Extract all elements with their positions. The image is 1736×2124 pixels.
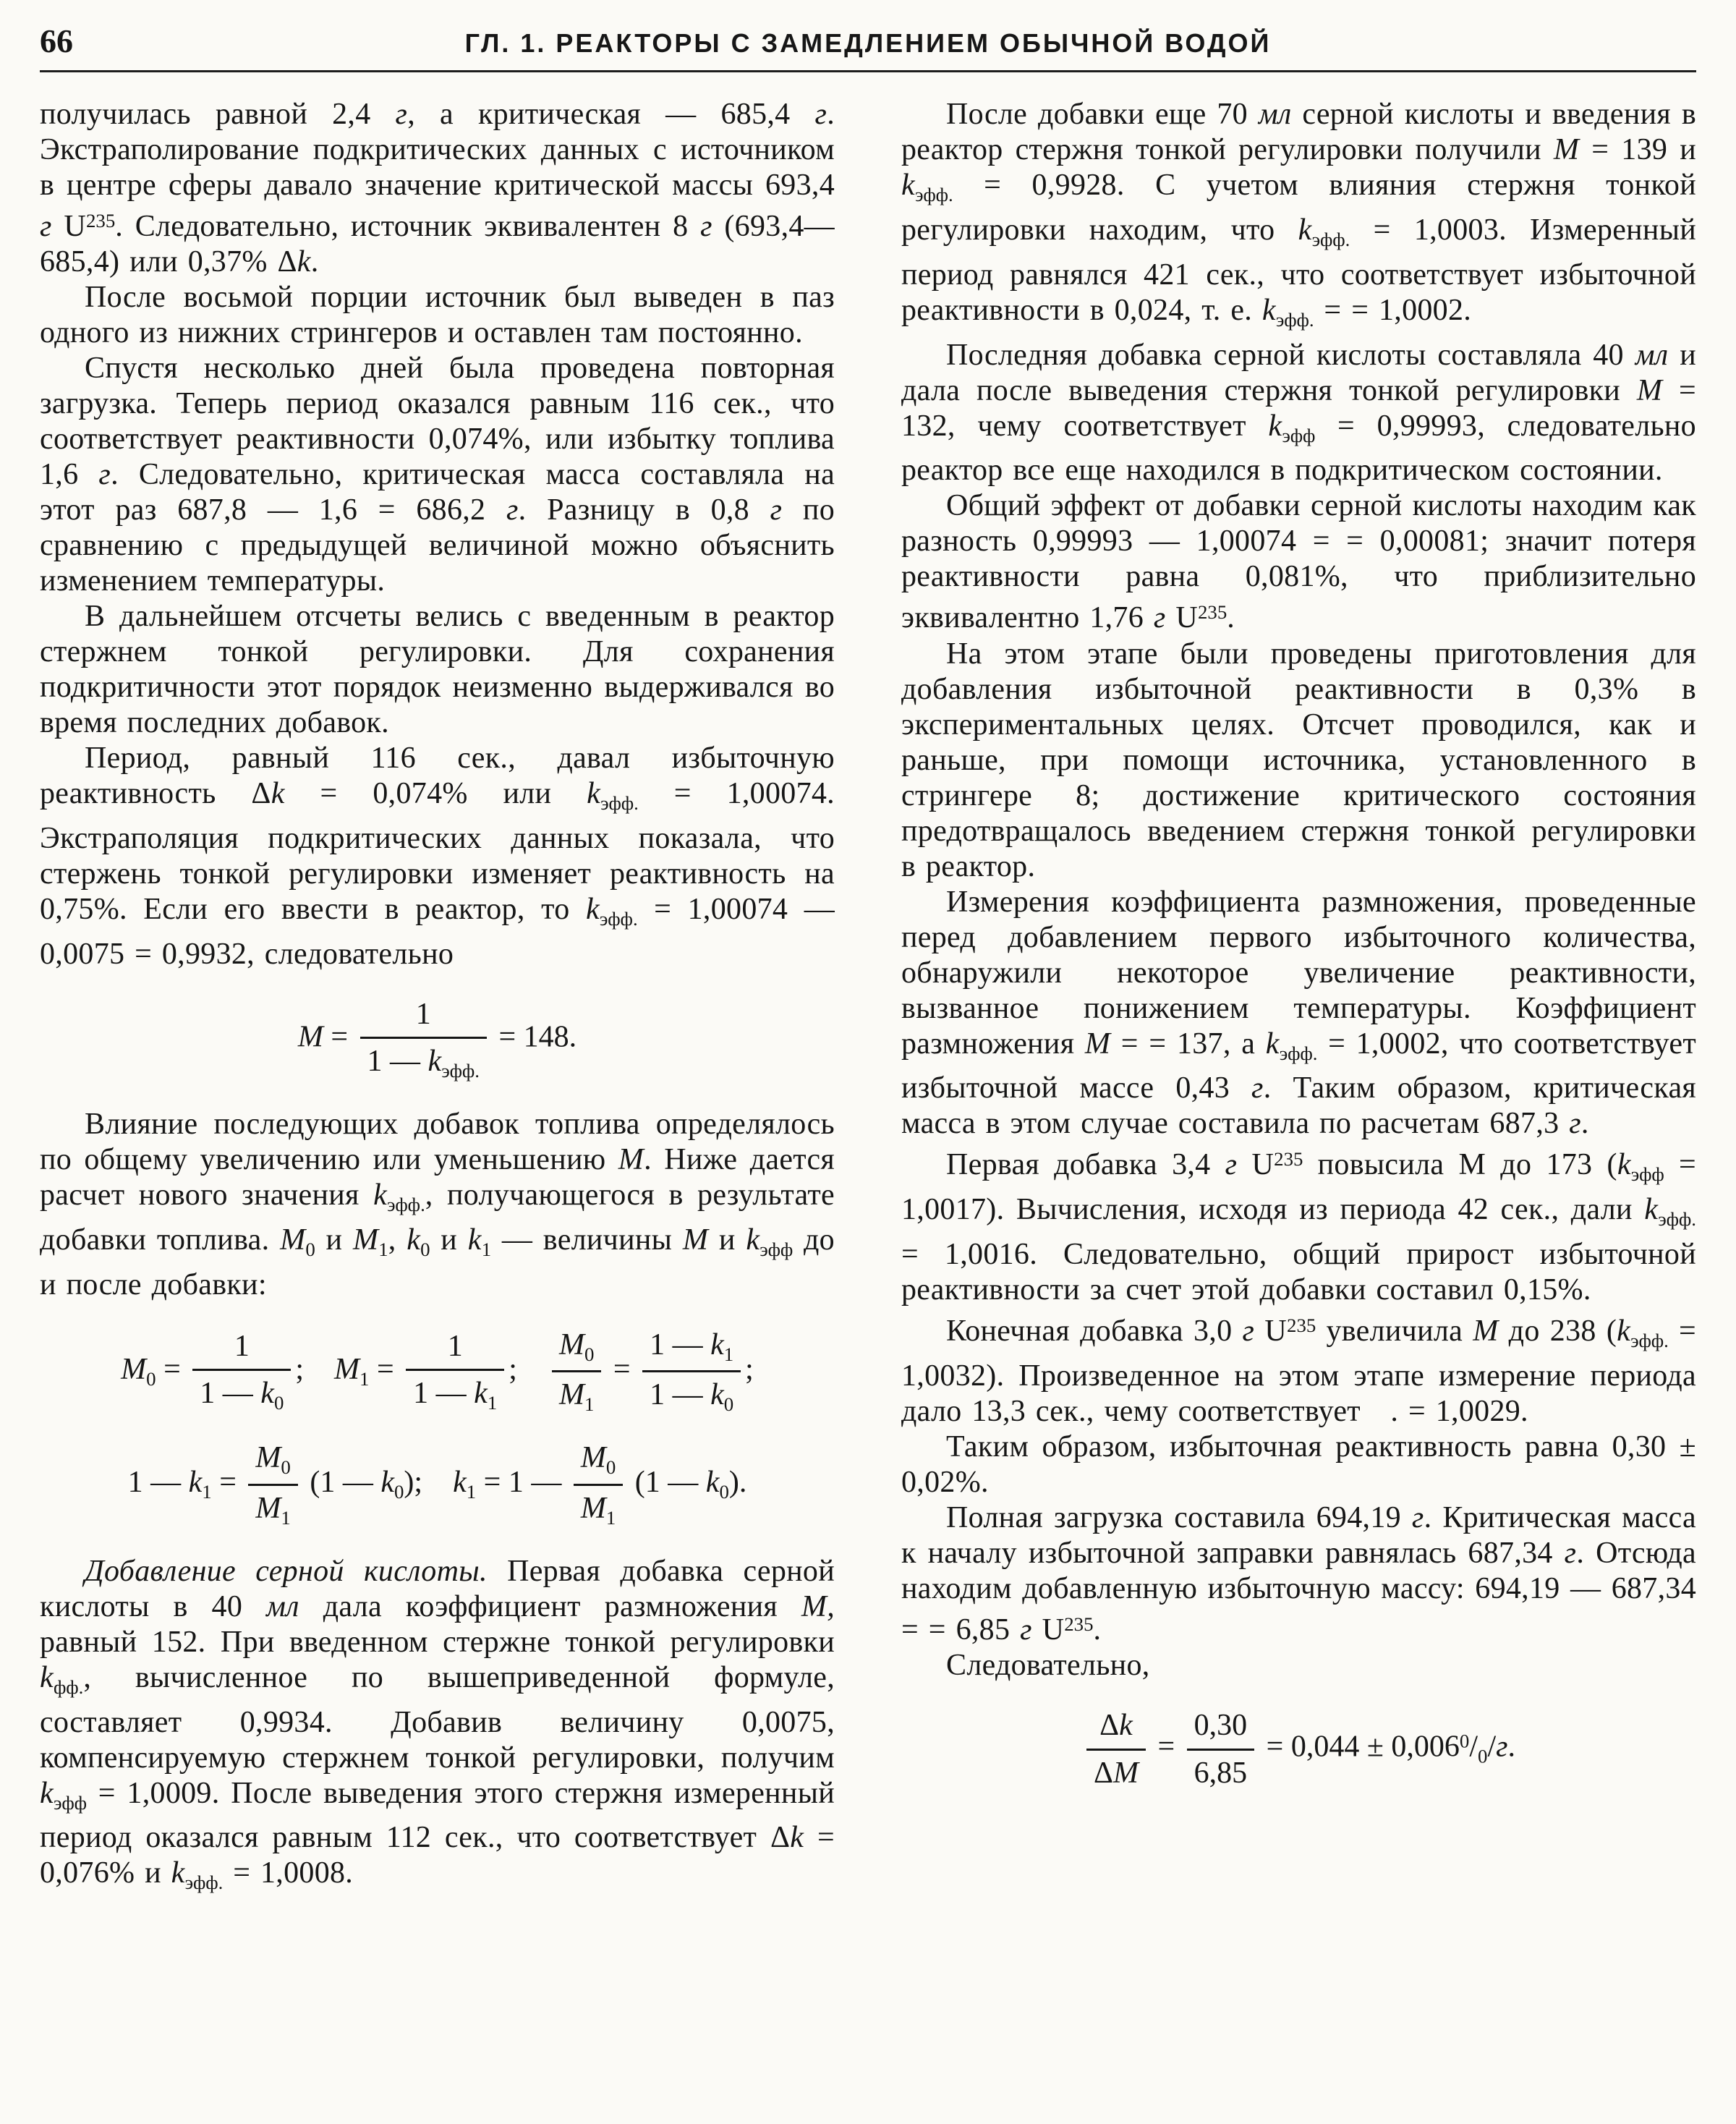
paragraph: В дальнейшем отсчеты велись с введенным в реактор стержнем тонкой регулировки. Для сохранения подкритичности этот порядок неизменно выдерживался во время последних добавок. (40, 600, 835, 740)
paragraph: Последняя добавка серной кислоты составляла 40 мл и дала после выведения стержня тонкой регулировки M = 132, чему соответствует $k_{эфф} = 0,99993$, следовательно реактор все еще находился в подкритическом состоянии. (901, 338, 1697, 488)
paragraph: Период, равный 116 сек., давал избыточную реактивность Δk = 0,074% или $k_{эфф.} = 1,00074$. Экстраполяция подкритических данных показала, что стержень тонкой регулировки изменяет реактивность на 0,75%. Если его ввести в реактор, то $k_{эфф.} = 1,00074$ — 0,0075 = 0,9932, следовательно (40, 742, 835, 971)
paragraph: На этом этапе были проведены приготовления для добавления избыточной реактивности в 0,3% в экспериментальных целях. Отсчет проводился, как и раньше, при помощи источника, установленного в стрингере 8; достижение критического состояния предотвращалось введением стержня тонкой регулировки в реактор. (901, 637, 1696, 883)
paragraph: Общий эффект от добавки серной кислоты находим как разность 0,99993 — 1,00074 = = 0,00081; значит потеря реактивности равна 0,081%, что приблизительно эквивалентно 1,76 г $U^{235}$. (901, 489, 1696, 635)
right-column (901, 97, 1696, 1900)
paragraph: Добавление серной кислоты. Первая добавка серной кислоты в 40 мл дала коэффициент размножения M, равный 152. При введенном стержне тонкой регулировки $k_{фф.}$, вычисленное по вышеприведенной формуле, составляет 0,9934. Добавив величину 0,0075, компенсируемую стержнем тонкой регулировки, получим $k_{эфф} = 1,0009$. После выведения этого стержня измеренный период оказался равным 112 сек., что соответствует Δk = 0,076% и $k_{эфф.} = 1,0008$. (40, 1554, 835, 1894)
paragraph: Таким образом, избыточная реактивность равна 0,30 ± 0,02%. (901, 1430, 1696, 1500)
chapter-title: ГЛ. 1. РЕАКТОРЫ С ЗАМЕДЛЕНИЕМ ОБЫЧНОЙ ВОДОЙ (464, 28, 1272, 58)
paragraph: Следовательно, (946, 1649, 1150, 1683)
paragraph: Измерения коэффициента размножения, проведенные перед добавлением первого избыточного количества, обнаружили некоторое увеличение реактивности, вызванное понижением температуры. Коэффициент размножения M = = 137, а $k_{эфф.} = 1,0002$, что соответствует избыточной массе 0,43 г. Таким образом, критическая масса в этом случае составила по расчетам 687,3 г. (901, 885, 1696, 1141)
paragraph: Конечная добавка 3,0 г $U^{235}$ увеличила M до 238 $(k_{эфф.} = 1,0032)$. Произведенное на этом этапе измерение периода дало 13,3 сек., чему соответствует . = 1,0029. (901, 1314, 1696, 1429)
paragraph: Влияние последующих добавок топлива определялось по общему увеличению или уменьшению M. Ниже дается расчет нового значения $k_{эфф.}$, получающегося в результате добавки топлива. $M_0$ и $M_1$, $k_0$ и $k_1$ — величины M и $k_{эфф}$ до и после добавки: (40, 1107, 835, 1301)
display-formula: 1 — $k_1$ = $\frac{M_0}{M_1}$ (1 — $k_0$); $k_1 = 1$ — $\frac{M_0}{M_1}$ (1 — $k_0$). (127, 1441, 747, 1529)
paragraph: Первая добавка 3,4 г $U^{235}$ повысила М до 173 $(k_{эфф} = 1,0017)$. Вычисления, исходя из периода 42 сек., дали $k_{эфф.} = 1,0016$. Следовательно, общий прирост избыточной реактивности за счет этой добавки составил 0,15%. (901, 1148, 1696, 1307)
fraction: $\frac{1}{1 — k_1}$ (406, 1329, 504, 1414)
paragraph: получилась равной 2,4 г, а критическая — 685,4 г. Экстраполирование подкритических данных с источником в центре сферы давало значение критической массы 693,4 г $U^{235}$. Следовательно, источник эквивалентен 8 г (693,4—685,4) или 0,37% Δk. (40, 98, 835, 279)
fraction: $\frac{\Delta k}{\Delta M}$ (1086, 1708, 1146, 1790)
paragraph: После восьмой порции источник был выведен в паз одного из нижних стрингеров и оставлен там постоянно. (40, 281, 835, 350)
page-number: 66 (40, 22, 73, 59)
paragraph: Спустя несколько дней была проведена повторная загрузка. Теперь период оказался равным 116 сек., что соответствует реактивности 0,074%, или избытку топлива 1,6 г. Следовательно, критическая масса составляла на этот раз 687,8 — 1,6 = 686,2 г. Разницу в 0,8 г по сравнению с предыдущей величиной можно объяснить изменением температуры. (40, 352, 835, 598)
fraction: $\frac{1}{1 — k_{эфф.}}$ (360, 997, 487, 1082)
paragraph: После добавки еще 70 мл серной кислоты и введения в реактор стержня тонкой регулировки получили M = 139 и $k_{эфф.} = 0,9928$. С учетом влияния стержня тонкой регулировки находим, что $k_{эфф.} = 1,0003$. Измеренный период равнялся 421 сек., что соответствует избыточной реактивности в 0,024, т. е. $k_{эфф.}$ = = 1,0002. (901, 98, 1697, 331)
paragraph: Полная загрузка составила 694,19 г. Критическая масса к началу избыточной заправки равнялась 687,34 г. Отсюда находим добавленную избыточную массу: 694,19 — 687,34 = = 6,85 г $U^{235}$. (901, 1501, 1696, 1647)
fraction: $\frac{M_0}{M_1}$ (248, 1440, 297, 1529)
header-rule (40, 70, 1696, 72)
display-formula: $\frac{\Delta k}{\Delta M}$ = $\frac{0,30}{6,85}$ = $0,044 \pm 0,006^0/_0/г$. (901, 1708, 1696, 1790)
fraction: $\frac{M_0}{M_1}$ (574, 1440, 623, 1529)
content-columns (40, 97, 1696, 1900)
page-header (40, 22, 1696, 60)
fraction: $\frac{1}{1 — k_0}$ (192, 1329, 291, 1414)
display-formula: M = $\frac{1}{1 — k_{эфф.}}$ = 148. (297, 997, 577, 1082)
fraction: $\frac{1 — k_1}{1 — k_0}$ (642, 1328, 741, 1416)
display-formula: $M_0$ = $\frac{1}{1 — k_0}$ ; $M_1$ = $\frac{1}{1 — k_1}$ ; $\frac{M_0}{M_1}$ = $\frac{1 — k_1}{1 — k_0}$ ; (121, 1328, 754, 1416)
fraction: $\frac{0,30}{6,85}$ (1187, 1708, 1255, 1790)
fraction: $\frac{M_0}{M_1}$ (552, 1328, 601, 1416)
left-column (40, 97, 835, 1900)
